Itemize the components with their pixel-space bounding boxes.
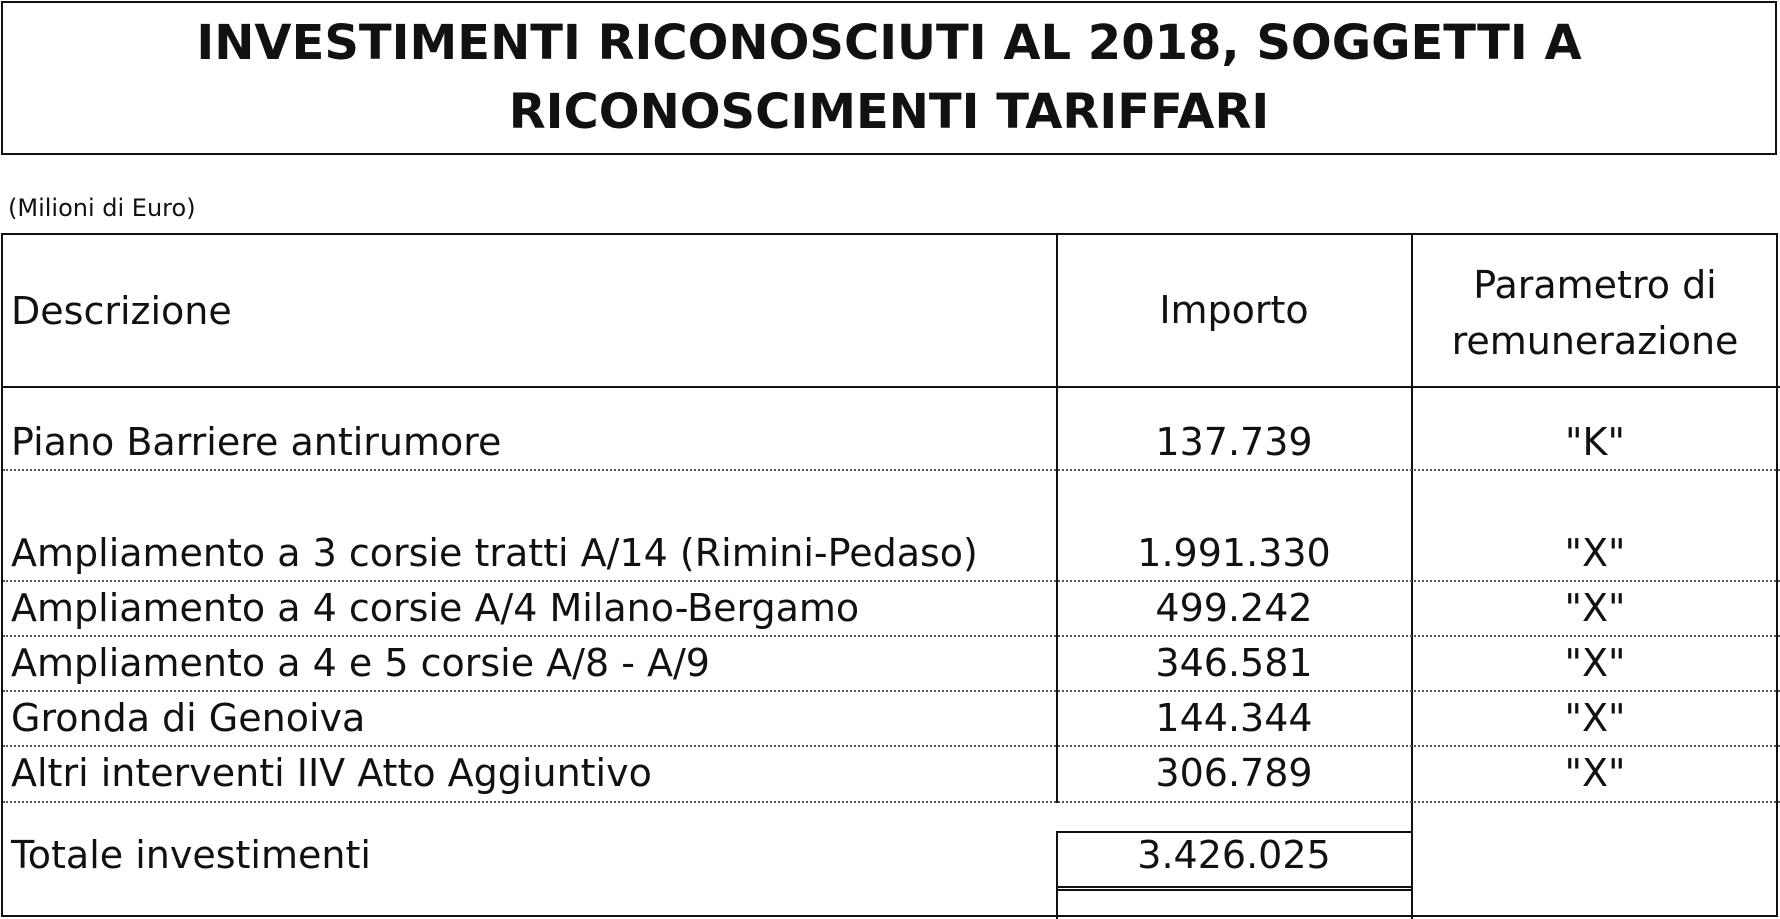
row-parameter: "X": [1564, 641, 1626, 685]
row-description: Ampliamento a 3 corsie tratti A/14 (Rimini-Pedaso): [11, 531, 978, 575]
row-parameter: "X": [1564, 531, 1626, 575]
row-description: Gronda di Genoiva: [11, 696, 366, 740]
row-amount: 1.991.330: [1137, 531, 1331, 575]
row-parameter: "X": [1564, 586, 1626, 630]
header-parameter-line2: remunerazione: [1451, 319, 1739, 363]
header-parameter: [1412, 257, 1778, 369]
header-parameter-line1: Parametro di: [1473, 263, 1717, 307]
row-description: Piano Barriere antirumore: [11, 420, 502, 464]
row-amount: 306.789: [1155, 751, 1313, 795]
row-amount: 346.581: [1155, 641, 1313, 685]
investments-table: [1, 233, 1778, 917]
row-divider: [3, 801, 1780, 803]
row-amount: 137.739: [1155, 420, 1313, 464]
title-box: [1, 1, 1777, 155]
header-amount: Importo: [1159, 288, 1309, 332]
row-description: Ampliamento a 4 corsie A/4 Milano-Bergamo: [11, 586, 860, 630]
row-description: Ampliamento a 4 e 5 corsie A/8 - A/9: [11, 641, 710, 685]
total-amount: 3.426.025: [1137, 833, 1331, 877]
row-divider: [3, 580, 1780, 582]
total-double-underline: [1056, 886, 1413, 891]
row-divider: [3, 690, 1780, 692]
header-divider: [3, 386, 1780, 388]
total-label: Totale investimenti: [11, 833, 371, 877]
row-parameter: "K": [1565, 420, 1625, 464]
row-amount: 144.344: [1155, 696, 1313, 740]
units-label: (Milioni di Euro): [8, 194, 196, 222]
row-divider: [3, 745, 1780, 747]
header-description: Descrizione: [11, 289, 232, 333]
row-divider: [3, 469, 1780, 471]
page-title: INVESTIMENTI RICONOSCIUTI AL 2018, SOGGETTI A RICONOSCIMENTI TARIFFARI: [196, 15, 1582, 140]
row-parameter: "X": [1564, 696, 1626, 740]
row-description: Altri interventi IIV Atto Aggiuntivo: [11, 751, 652, 795]
row-amount: 499.242: [1155, 586, 1313, 630]
row-divider: [3, 635, 1780, 637]
row-parameter: "X": [1564, 751, 1626, 795]
